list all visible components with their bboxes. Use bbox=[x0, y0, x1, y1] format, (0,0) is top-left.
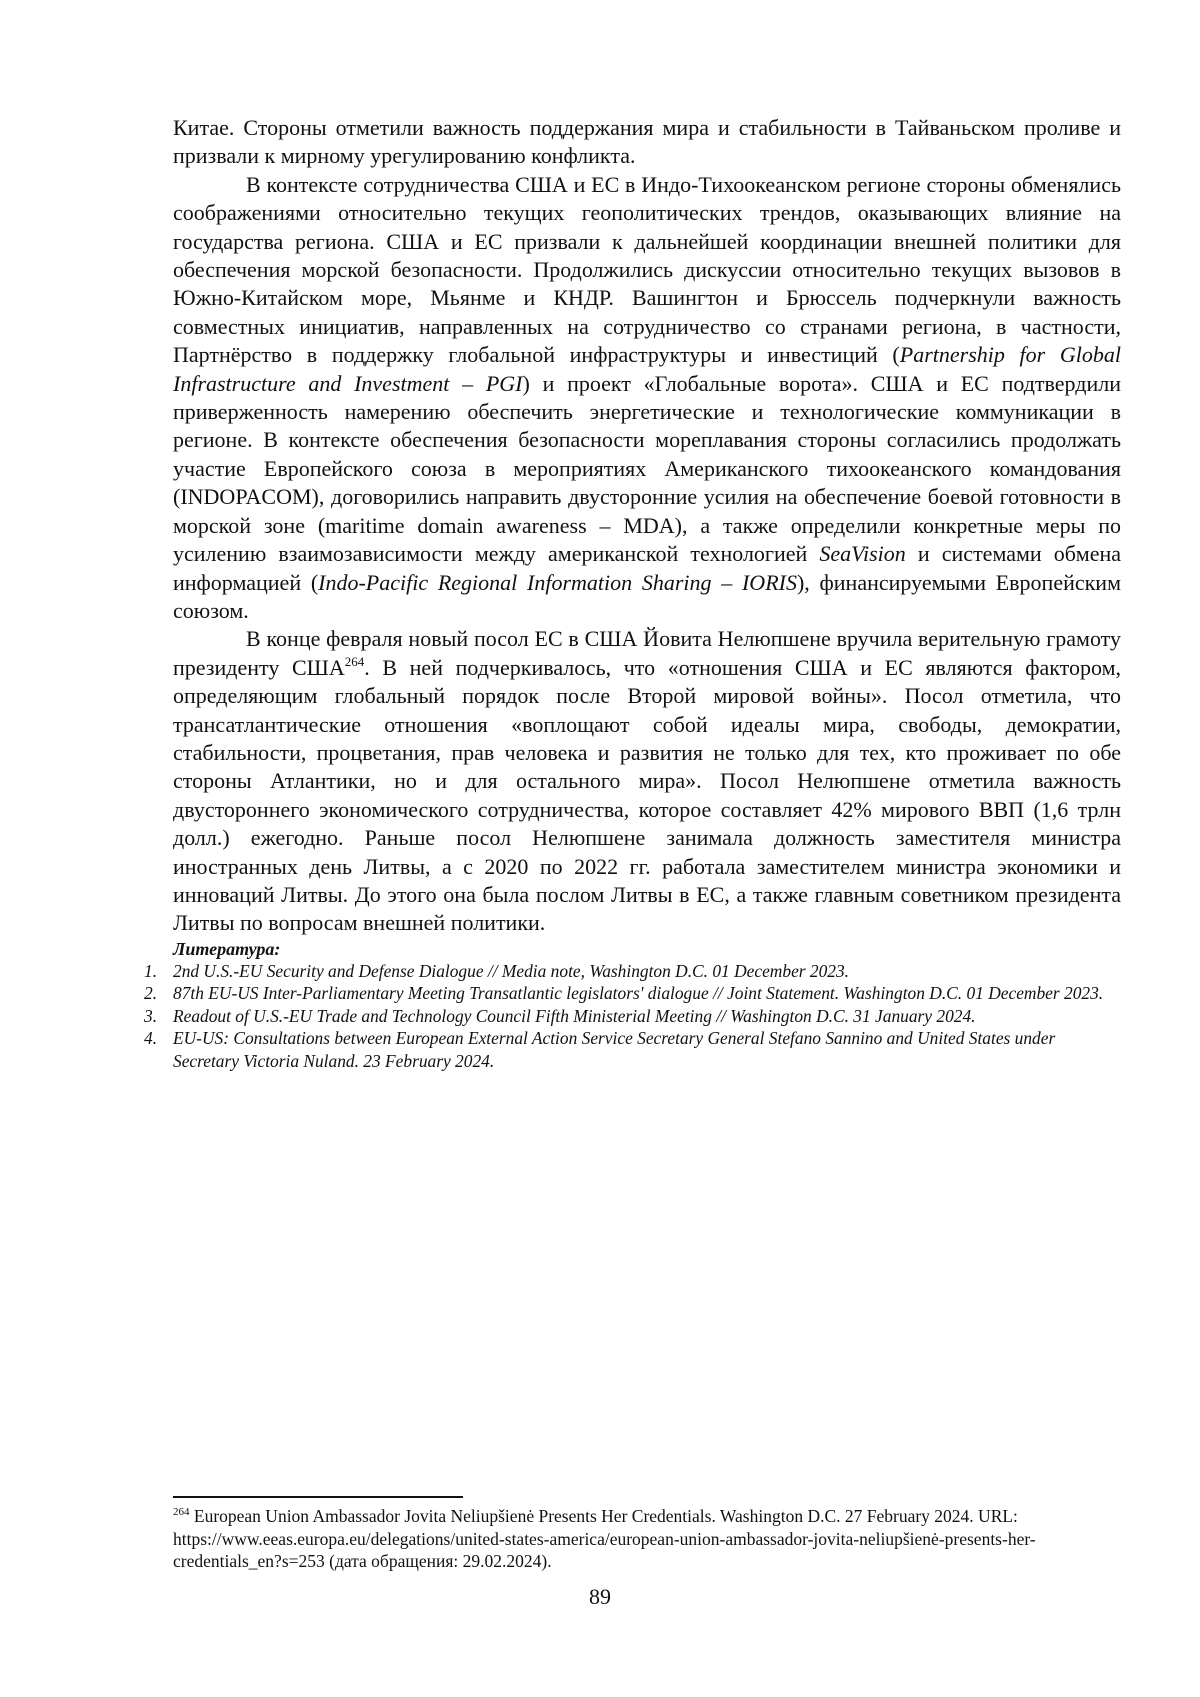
paragraph-2 bbox=[173, 171, 1121, 626]
page-number: 89 bbox=[589, 1584, 611, 1609]
paragraph-1: Китае. Стороны отметили важность поддержания мира и стабильности в Тайваньском проливе и призвали к мирному урегулированию конфликта. bbox=[173, 115, 1121, 169]
literature-item bbox=[144, 960, 1121, 983]
paragraph-2-italic-seavision: SeaVision bbox=[819, 541, 906, 567]
paragraph-2-text-2: ) и проект «Глобальные ворота». США и ЕС подтвердили приверженность намерению обеспечить энергетические и технологические коммуникации в регионе. В контексте обеспечения безопасности мореплавания стороны согласились продолжать участие Европейского союза в мероприятиях Американского тихоокеанского командования (INDOPACOM), договорились направить двусторонние усилия на обеспечение боевой готовности в морской зоне (maritime domain awareness – MDA), а также определили конкретные меры по усилению взаимозависимости между американской технологией bbox=[173, 370, 1121, 567]
literature-item-number: 4. bbox=[144, 1028, 158, 1049]
footnote-separator bbox=[173, 1496, 463, 1498]
literature-item-number: 1. bbox=[144, 960, 158, 981]
literature-item-text: 2nd U.S.-EU Security and Defense Dialogue // Media note, Washington D.C. 01 December 2023. bbox=[173, 960, 850, 981]
footnote-text: European Union Ambassador Jovita Neliupšienė Presents Her Credentials. Washington D.C. 27 February 2024. URL: https://www.eeas.europa.eu/delegations/united-states-america/european-union-ambassador-jovita-neliupšienė-presents-her-credentials_en?s=253 (дата обращения: 29.02.2024). bbox=[173, 1506, 1036, 1571]
literature-item bbox=[144, 1027, 1121, 1072]
footnote-marker: 264 bbox=[173, 1506, 190, 1518]
paragraph-3-text-1: В конце февраля новый посол ЕС в США Йовита Нелюпшене вручила верительную грамоту президенту США bbox=[173, 626, 1121, 680]
main-text bbox=[144, 114, 1122, 1072]
paragraph-3-text-2: . В ней подчеркивалось, что «отношения США и ЕС являются фактором, определяющим глобальный порядок после Второй мировой войны». Посол отметила, что трансатлантические отношения «воплощают собой идеалы мира, свободы, демократии, стабильности, процветания, прав человека и развития не только для тех, кто проживает по обе стороны Атлантики, но и для остального мира». Посол Нелюпшене отметила важность двустороннего экономического сотрудничества, которое составляет 42% мирового ВВП (1,6 трлн долл.) ежегодно. Раньше посол Нелюпшене занимала должность заместителя министра иностранных день Литвы, а с 2020 по 2022 гг. работала заместителем министра экономики и инноваций Литвы. До этого она была послом Литвы в ЕС, а также главным советником президента Литвы по вопросам внешней политики. bbox=[173, 654, 1121, 936]
literature-list bbox=[144, 960, 1121, 1073]
footnote bbox=[173, 1505, 1121, 1573]
literature-item bbox=[144, 1005, 1121, 1028]
literature-item-number: 3. bbox=[144, 1005, 158, 1026]
footnote-reference[interactable]: 264 bbox=[344, 653, 365, 669]
literature-item-number: 2. bbox=[144, 983, 158, 1004]
literature-item bbox=[144, 982, 1121, 1005]
literature-item-text: Readout of U.S.-EU Trade and Technology Council Fifth Ministerial Meeting // Washington D.C. 31 January 2024. bbox=[173, 1005, 976, 1026]
paragraph-2-text-4: ), финансируемыми Европейским союзом. bbox=[173, 569, 1122, 623]
paragraph-2-italic-pgi: Partnership for Global Infrastructure and Investment – PGI bbox=[173, 342, 1121, 396]
paragraph-2-italic-ioris: Indo-Pacific Regional Information Sharing – IORIS bbox=[318, 569, 797, 595]
literature-heading: Литература: bbox=[173, 938, 281, 959]
literature-item-text: EU-US: Consultations between European External Action Service Secretary General Stefano Sannino and United States under Secretary Victoria Nuland. 23 February 2024. bbox=[173, 1028, 1056, 1071]
literature-item-text: 87th EU-US Inter-Parliamentary Meeting Transatlantic legislators' dialogue // Joint Statement. Washington D.C. 01 December 2023. bbox=[173, 983, 1104, 1004]
paragraph-3 bbox=[173, 625, 1121, 937]
paragraph-2-text-3: и системами обмена информацией ( bbox=[173, 541, 1122, 595]
paragraph-2-text-1: В контексте сотрудничества США и ЕС в Индо-Тихоокеанском регионе стороны обменялись соображениями относительно текущих геополитических трендов, оказывающих влияние на государства региона. США и ЕС призвали к дальнейшей координации внешней политики для обеспечения морской безопасности. Продолжились дискуссии относительно текущих вызовов в Южно-Китайском море, Мьянме и КНДР. Вашингтон и Брюссель подчеркнули важность совместных инициатив, направленных на сотрудничество со странами региона, в частности, Партнёрство в поддержку глобальной инфраструктуры и инвестиций ( bbox=[173, 171, 1121, 368]
